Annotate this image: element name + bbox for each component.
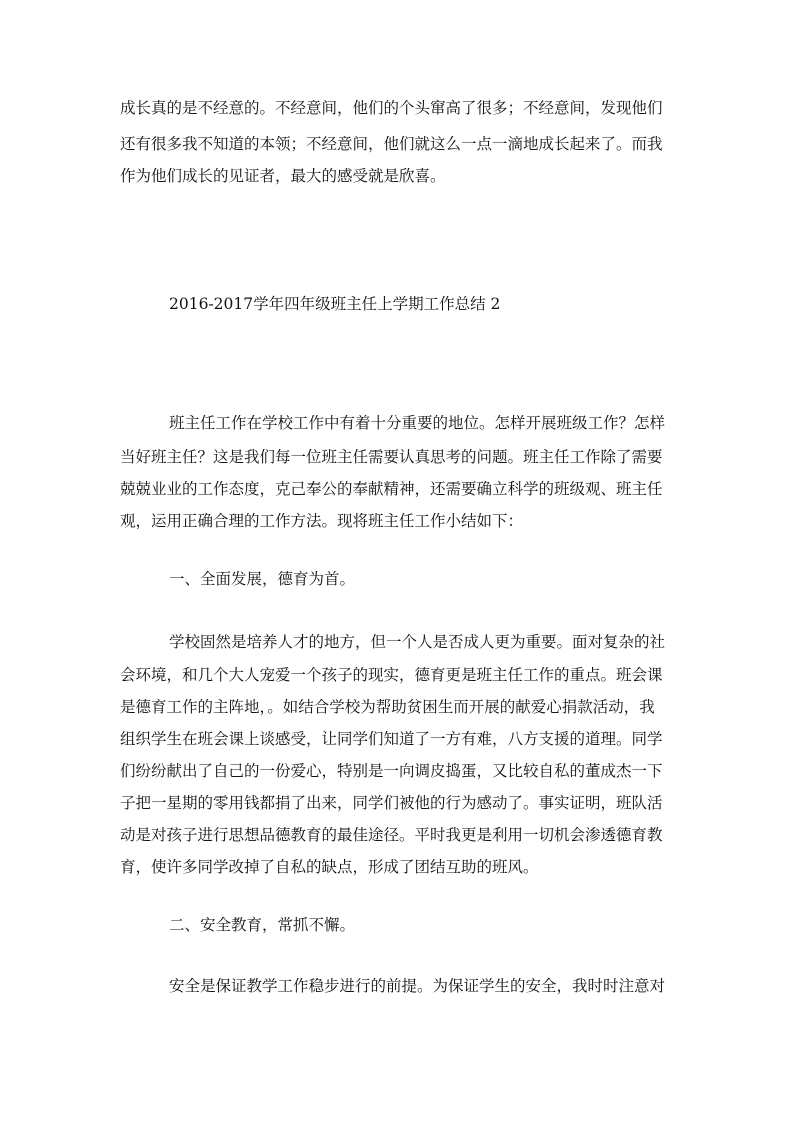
intro-line-1: 成长真的是不经意的。不经意间，他们的个头窜高了很多；不经意间，发现他们 <box>120 99 663 117</box>
paragraph2-line-3: 是德育工作的主阵地，。如结合学校为帮助贫困生而开展的献爱心捐款活动，我 <box>120 698 655 716</box>
paragraph2-line-4: 组织学生在班会课上谈感受，让同学们知道了一方有难，八方支援的道理。同学 <box>120 730 663 748</box>
paragraph2-line-6: 子把一星期的零用钱都捐了出来，同学们被他的行为感动了。事实证明，班队活 <box>120 794 663 812</box>
heading-1: 一、全面发展，德育为首。 <box>169 570 356 588</box>
paragraph2-line-7: 动是对孩子进行思想品德教育的最佳途径。平时我更是利用一切机会渗透德育教 <box>120 826 663 844</box>
paragraph2-line-5: 们纷纷献出了自己的一份爱心，特别是一向调皮捣蛋，又比较自私的董成杰一下 <box>120 762 663 780</box>
heading-2: 二、安全教育，常抓不懈。 <box>169 916 356 934</box>
paragraph1-line-3: 兢兢业业的工作态度，克己奉公的奉献精神，还需要确立科学的班级观、班主任 <box>120 480 663 498</box>
paragraph1-line-2: 当好班主任？这是我们每一位班主任需要认真思考的问题。班主任工作除了需要 <box>120 448 663 466</box>
intro-line-3: 作为他们成长的见证者，最大的感受就是欣喜。 <box>120 167 446 185</box>
paragraph1-line-4: 观，运用正确合理的工作方法。现将班主任工作小结如下： <box>120 512 524 530</box>
section-title: 2016-2017学年四年级班主任上学期工作总结 2 <box>169 295 501 313</box>
paragraph1-line-1: 班主任工作在学校工作中有着十分重要的地位。怎样开展班级工作？怎样 <box>169 414 666 432</box>
paragraph2-line-1: 学校固然是培养人才的地方，但一个人是否成人更为重要。面对复杂的社 <box>169 633 666 651</box>
paragraph2-line-8: 育，使许多同学改掉了自私的缺点，形成了团结互助的班风。 <box>120 858 539 876</box>
intro-line-2: 还有很多我不知道的本领；不经意间，他们就这么一点一滴地成长起来了。而我 <box>120 135 663 153</box>
paragraph2-line-2: 会环境，和几个大人宠爱一个孩子的现实，德育更是班主任工作的重点。班会课 <box>120 666 663 684</box>
paragraph3-line-1: 安全是保证教学工作稳步进行的前提。为保证学生的安全，我时时注意对 <box>169 977 666 995</box>
